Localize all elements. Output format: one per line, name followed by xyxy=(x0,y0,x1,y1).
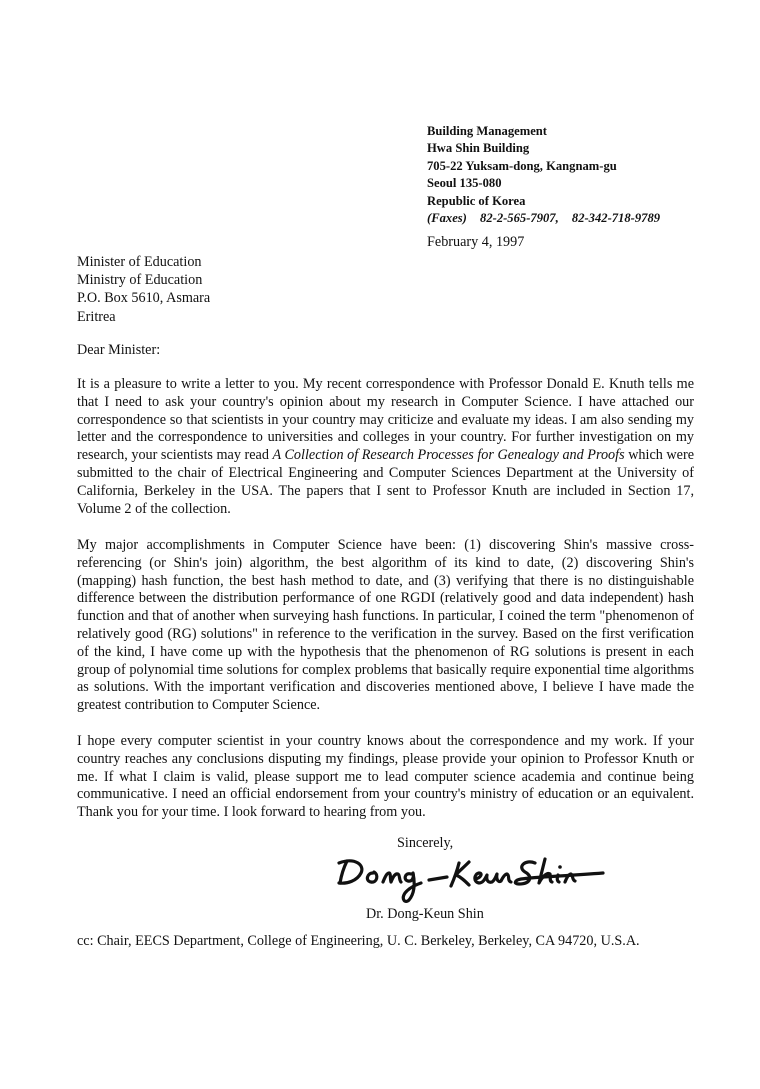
fax-label: (Faxes) xyxy=(427,211,467,226)
recipient-line: P.O. Box 5610, Asmara xyxy=(77,290,211,307)
signer-name: Dr. Dong-Keun Shin xyxy=(366,906,484,922)
recipient-address-block xyxy=(77,253,210,326)
book-title: A Collection of Research Processes for Genealogy and Proofs xyxy=(272,447,625,464)
fax-number: 82-2-565-7907, xyxy=(480,211,559,226)
sender-address-block xyxy=(427,123,670,227)
recipient-line: Eritrea xyxy=(77,308,116,325)
recipient-line: Ministry of Education xyxy=(77,272,203,289)
cc-line: cc: Chair, EECS Department, College of Engineering, U. C. Berkeley, Berkeley, CA 94720, U.S.A. xyxy=(77,933,640,949)
handwritten-signature xyxy=(335,853,610,905)
body-paragraph-2: My major accomplishments in Computer Science have been: (1) discovering Shin's massive cross-referencing (or Shin's join) algorithm, the best algorithm of its kind to date, (2) discovering Shin's (mapping) hash function, the best hash method to date, and (3) verifying that there is no distinguishable difference between the distribution performance of one RGDI (relatively good and data independent) hash function and that of another when surveying hash functions. In particular, I coined the term "phenomenon of relatively good (RG) solutions" in reference to the verification in the survey. Based on the first verification of the kind, I have come up with the hypothesis that the phenomenon of RG solutions is present in each group of polynomial time solutions for complex problems that basically require exponential time algorithms as solutions. With the important verification and discoveries mentioned above, I believe I have made the greatest contribution to Computer Science. xyxy=(77,537,694,714)
sender-fax-line xyxy=(427,210,670,227)
sender-line: Seoul 135-080 xyxy=(427,176,502,191)
paragraph-text: It is a pleasure to write a letter to you. My recent correspondence with Professor Donald E. Knuth tells me that I need to ask your country's opinion about my research in Computer Science. I have attached our correspondence so that scientists in your country may criticize and evaluate my ideas. I am also sending my letter and the correspondence to universities and colleges in your country. For further investigation on my research, your scientists may read xyxy=(77,376,694,464)
body-paragraph-3: I hope every computer scientist in your country knows about the correspondence and my work. If your country reaches any conclusions disputing my findings, please provide your opinion to Professor Knuth or me. If what I claim is valid, please support me to lead computer science academia and continue being communicative. I need an official endorsement from your country's ministry of education or an equivalent. Thank you for your time. I look forward to hearing from you. xyxy=(77,733,694,821)
recipient-line: Minister of Education xyxy=(77,254,202,270)
fax-number: 82-342-718-9789 xyxy=(571,211,661,226)
paragraph-text: which were submitted to the chair of Electrical Engineering and Computer Sciences Department at the University of California, Berkeley in the USA. The papers that I sent to Professor Knuth are included in Section 17, Volume 2 of the collection. xyxy=(77,447,694,517)
sender-line: Republic of Korea xyxy=(427,193,526,208)
sender-line: 705-22 Yuksam-dong, Kangnam-gu xyxy=(427,158,617,173)
closing: Sincerely, xyxy=(397,835,454,851)
letter-date: February 4, 1997 xyxy=(427,234,525,250)
sender-line: Hwa Shin Building xyxy=(427,141,530,156)
salutation: Dear Minister: xyxy=(77,342,161,358)
sender-line: Building Management xyxy=(427,124,548,138)
body-paragraph-1 xyxy=(77,376,694,518)
